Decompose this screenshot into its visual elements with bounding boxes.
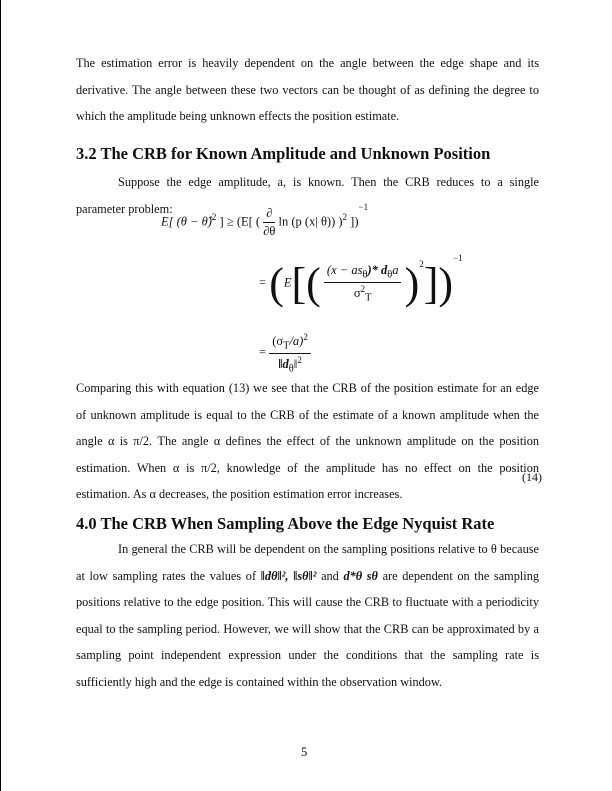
- eq1-dth: ∂θ: [263, 224, 276, 238]
- equation-crb-3: [259, 332, 311, 374]
- eq3-densq: 2: [297, 354, 302, 365]
- equation-number: (14): [522, 470, 542, 484]
- para4-text-a: In general the CRB will be dependent on the sampling positions relative to θ because at low sampling rates the values of: [76, 542, 539, 583]
- eq2-bracket: [: [291, 259, 307, 308]
- eq2-paren: (: [269, 259, 284, 308]
- paragraph-suppose: Suppose the edge amplitude, a, is known. Then the CRB reduces to a single parameter problem:: [76, 175, 539, 216]
- para4-text-b: are dependent on the sampling positions relative to the edge position. This will cause the CRB to fluctuate with a periodicity equal to the sampling period. However, we will show that the CRB can be approximated by a sampling point independent expression under the conditions that the sampling rate is sufficiently high and the edge is contained within the observation window.: [76, 568, 540, 689]
- eq2-den: σ: [353, 286, 361, 301]
- eq2-fraction: [324, 263, 402, 303]
- eq1-lhs: E[ (θ − θ̂): [161, 214, 212, 229]
- eq1-d: ∂: [263, 206, 275, 223]
- para4-and: and: [316, 568, 344, 583]
- page-number: 5: [301, 745, 308, 759]
- eq2-equals: =: [259, 275, 267, 290]
- section-heading-4-0: 4.0 The CRB When Sampling Above the Edge Nyquist Rate: [76, 514, 495, 533]
- eq2-sub2: θ: [387, 269, 393, 281]
- eq1-sq2: 2: [342, 212, 348, 223]
- eq3-num2: /a): [289, 334, 304, 349]
- equation-crb-1: [161, 202, 369, 239]
- eq3-fraction: [269, 332, 311, 374]
- eq3-sq: 2: [303, 332, 308, 342]
- eq2-close: ): [404, 259, 420, 308]
- paragraph-estimation-error: The estimation error is heavily dependent on the angle between the edge shape and its derivative. The angle between these two vectors can be thought of as defining the degree to which the amplitude being unknown effects the position estimate.: [76, 56, 539, 124]
- eq2-densub: T: [365, 292, 372, 304]
- eq3-equals: =: [259, 345, 267, 360]
- eq2-sub: θ: [362, 269, 368, 281]
- eq2-close2: ]): [423, 259, 454, 308]
- eq3-den2: ‖: [293, 356, 298, 371]
- eq2-inv: −1: [453, 253, 463, 264]
- eq3-num: (σ: [272, 334, 284, 349]
- eq1-derivative: [263, 206, 275, 239]
- eq1-close: ]): [350, 214, 359, 229]
- section-heading-3-2: 3.2 The CRB for Known Amplitude and Unknown Position: [76, 144, 491, 163]
- eq3-densub: θ: [288, 363, 294, 375]
- eq2-num2: )* d: [367, 263, 388, 278]
- eq1-rel: ] ≥ (E[ (: [219, 214, 261, 229]
- paragraph-comparing: Comparing this with equation (13) we see that the CRB of the position estimate for an edge of unknown amplitude is equal to the CRB of the estimate of a known amplitude when the angle α is π/2. The angle α defines the effect of the unknown amplitude on the position estimation. When α is π/2, knowledge of the amplitude has no effect on the position estimation. As α decreases, the position estimation error increases.: [76, 381, 539, 502]
- paragraph-in-general: [76, 536, 539, 696]
- eq2-E: E: [283, 275, 292, 290]
- eq1-sq: 2: [211, 212, 217, 223]
- eq1-ln: ln (p (x| θ)) ): [278, 214, 343, 229]
- para4-math-norms: ‖dθ‖², ‖sθ‖²: [260, 568, 317, 583]
- para4-math-product: d*θ sθ: [343, 568, 378, 583]
- eq2-num: (x − as: [326, 263, 363, 278]
- eq3-numsub: T: [283, 340, 290, 352]
- eq2-densup: 2: [360, 283, 366, 294]
- eq2-num3: a: [392, 263, 399, 278]
- equation-crb-2: [259, 253, 463, 309]
- eq2-sq: 2: [419, 259, 424, 270]
- eq2-paren2: (: [306, 259, 321, 308]
- eq3-den: ‖d: [278, 356, 289, 371]
- eq1-inv: −1: [358, 202, 369, 213]
